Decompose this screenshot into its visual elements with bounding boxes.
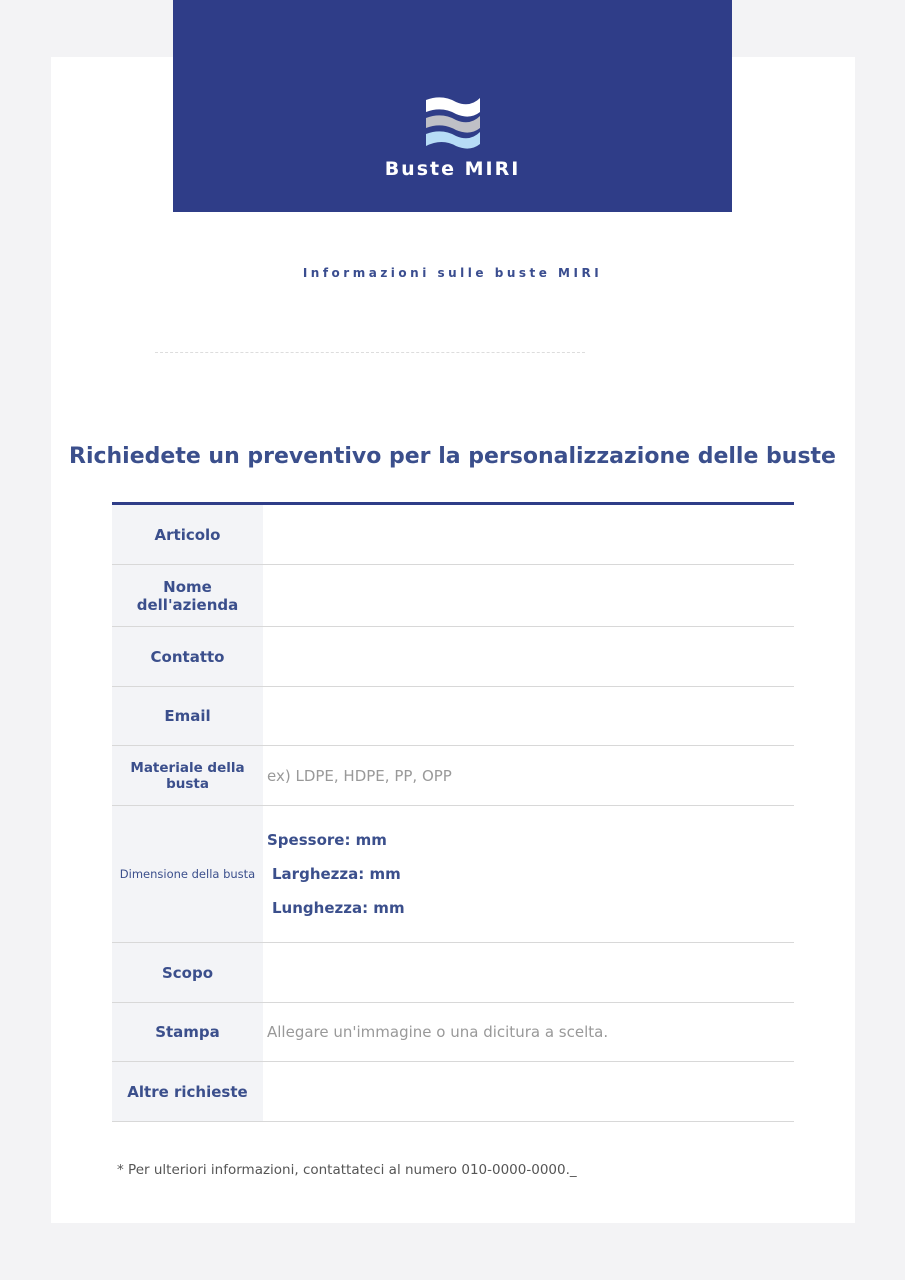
label: Scopo: [112, 943, 263, 1003]
row-email: [112, 687, 794, 746]
footer-note: * Per ulteriori informazioni, contattateci al numero 010-0000-0000._: [117, 1162, 577, 1178]
label: Altre richieste: [112, 1062, 263, 1122]
lunghezza: Lunghezza: mm: [272, 899, 405, 917]
azienda-field[interactable]: [263, 565, 794, 627]
larghezza: Larghezza: mm: [272, 865, 401, 883]
spessore: Spessore: mm: [267, 831, 387, 849]
quote-form: [112, 502, 794, 1122]
contatto-field[interactable]: [263, 627, 794, 687]
row-altre: [112, 1062, 794, 1122]
form-title: Richiedete un preventivo per la personalizzazione delle buste: [69, 444, 836, 469]
dimensione-field[interactable]: [263, 806, 794, 943]
row-scopo: [112, 943, 794, 1003]
label: Stampa: [112, 1003, 263, 1062]
row-contatto: [112, 627, 794, 687]
label: Email: [112, 687, 263, 746]
scopo-field[interactable]: [263, 943, 794, 1003]
articolo-field[interactable]: [263, 504, 794, 565]
subtitle: Informazioni sulle buste MIRI: [302, 266, 603, 280]
label: Articolo: [112, 504, 263, 565]
waves-logo-icon: [422, 94, 484, 150]
stampa-field[interactable]: Allegare un'immagine o una dicitura a scelta.: [263, 1003, 794, 1062]
altre-field[interactable]: [263, 1062, 794, 1122]
row-articolo: [112, 504, 794, 565]
row-stampa: [112, 1003, 794, 1062]
label: Contatto: [112, 627, 263, 687]
label: Dimensione della busta: [112, 806, 263, 943]
divider: [155, 352, 585, 353]
brand-name: Buste MIRI: [384, 158, 521, 180]
email-field[interactable]: [263, 687, 794, 746]
row-materiale: [112, 746, 794, 806]
row-azienda: [112, 565, 794, 627]
label: Nome dell'azienda: [112, 565, 263, 627]
label: Materiale della busta: [112, 746, 263, 806]
row-dimensione: [112, 806, 794, 943]
materiale-field[interactable]: ex) LDPE, HDPE, PP, OPP: [263, 746, 794, 806]
